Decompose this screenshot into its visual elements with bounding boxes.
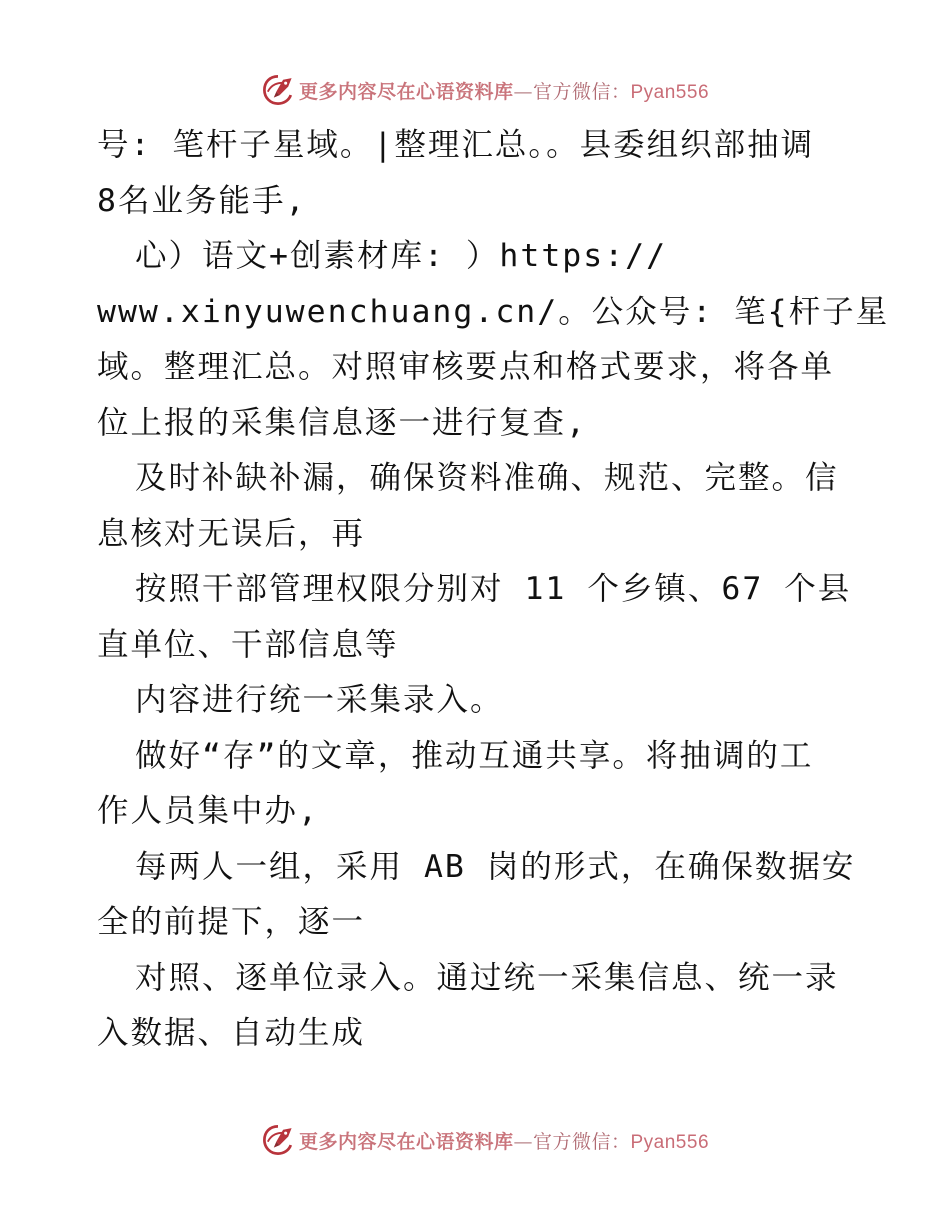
- body-line: 及时补缺补漏，确保资料准确、规范、完整。信: [135, 460, 839, 496]
- pen-nib-swirl-logo-icon: [261, 1123, 295, 1157]
- header-wechat-id: Pyan556: [630, 81, 710, 103]
- body-line: 全的前提下，逐一: [97, 904, 366, 940]
- body-line: 按照干部管理权限分别对 11 个乡镇、67 个县: [135, 571, 852, 607]
- footer-wechat-label: 官方微信：: [532, 1130, 631, 1153]
- body-line: 心）语文+创素材库: ）https://: [135, 238, 668, 274]
- body-line: 8名业务能手,: [97, 182, 307, 219]
- footer-banner-dash: —: [513, 1130, 533, 1153]
- header-banner-inner: [261, 73, 709, 107]
- body-line: 入数据、自动生成: [97, 1015, 366, 1051]
- body-line: 号: 笔杆子星域。|整理汇总。。县委组织部抽调: [97, 127, 815, 163]
- document-body: [97, 118, 890, 1062]
- footer-banner: [0, 1120, 950, 1160]
- header-banner-text: [299, 77, 709, 104]
- header-banner: [0, 70, 950, 110]
- body-line: 作人员集中办,: [97, 793, 319, 829]
- body-line: 域。整理汇总。对照审核要点和格式要求，将各单: [97, 349, 835, 385]
- footer-banner-text: [299, 1127, 709, 1154]
- body-line: 位上报的采集信息逐一进行复查,: [97, 404, 587, 441]
- header-banner-title: 更多内容尽在心语资料库: [298, 80, 514, 103]
- body-line: 对照、逐单位录入。通过统一采集信息、统一录: [135, 959, 839, 996]
- footer-wechat-id: Pyan556: [630, 1131, 710, 1153]
- body-line: 每两人一组，采用 AB 岗的形式，在确保数据安: [135, 848, 856, 885]
- pen-nib-swirl-logo-icon: [261, 73, 295, 107]
- body-line: 直单位、干部信息等: [97, 626, 399, 663]
- body-line: www.xinyuwenchuang.cn/。公众号: 笔{杆子星: [97, 293, 890, 330]
- header-banner-dash: —: [513, 80, 533, 103]
- body-line: 内容进行统一采集录入。: [135, 682, 504, 718]
- footer-banner-inner: [261, 1123, 709, 1157]
- header-wechat-label: 官方微信：: [532, 80, 631, 103]
- footer-banner-title: 更多内容尽在心语资料库: [298, 1130, 514, 1153]
- body-line: 做好“存”的文章，推动互通共享。将抽调的工: [135, 737, 814, 774]
- body-line: 息核对无误后，再: [97, 515, 366, 552]
